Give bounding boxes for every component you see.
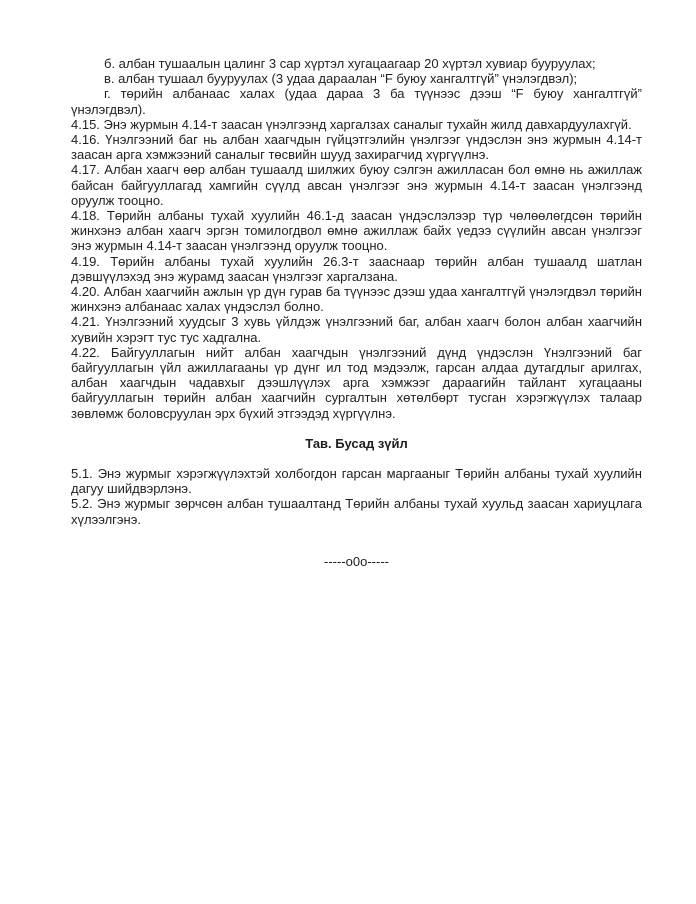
clause-4-16: 4.16. Үнэлгээний баг нь албан хаагчдын гүйцэтгэлийн үнэлгээг үндэслэн энэ журмын 4.14-т заасан арга хэмжээний саналыг төсвийн шууд захирагчид хүргүүлнэ. [71, 132, 642, 163]
clause-4-20: 4.20. Албан хаагчийн ажлын үр дүн гурав ба түүнээс дээш удаа хангалтгүй үнэлэгдвэл төрийн жинхэнэ албанаас халах үндэслэл болно. [71, 284, 642, 315]
document-body [71, 56, 642, 569]
clause-4-15: 4.15. Энэ журмын 4.14-т заасан үнэлгээнд харгалзах саналыг тухайн жилд давхардуулахгүй. [71, 116, 632, 132]
clause-4-17: 4.17. Албан хаагч өөр албан тушаалд шилжих буюу сэлгэн ажилласан бол өмнө нь ажиллаж байсан байгууллагад хамгийн сүүлд авсан үнэлгээг энэ журмын 4.14-т заасан үнэлгээнд оруулж тооцно. [71, 162, 642, 208]
clause-5-1: 5.1. Энэ журмыг хэрэгжүүлэхтэй холбогдон гарсан маргааныг Төрийн албаны тухай хуулийн дагуу шийдвэрлэнэ. [71, 466, 642, 497]
section-five-heading: Тав. Бусад зүйл [305, 435, 408, 451]
clause-4-22: 4.22. Байгууллагын нийт албан хаагчдын үнэлгээний дүнд үндэслэн Үнэлгээний баг байгууллагын үйл ажиллагааны үр дүнг ил тод мэдээлж, гарсан алдаа дутагдлыг арилгах, албан хаагчдын чадавхыг дээшлүүлэх арга хэмжээг дараагийн тайлант хугацааны байгууллагын төрийн албан хаагчийн сургалтын хөтөлбөрт тусган хэрэгжүүлэх талаар зөвлөмж боловсруулан эрх бүхий этгээдэд хүргүүлнэ. [71, 344, 642, 421]
clause-5-2: 5.2. Энэ журмыг зөрчсөн албан тушаалтанд Төрийн албаны тухай хуульд заасан хариуцлага хүлээлгэнэ. [71, 496, 642, 527]
subclause-b: б. албан тушаалын цалинг 3 сар хүртэл хугацаагаар 20 хүртэл хувиар бууруулах; [104, 56, 596, 71]
clause-4-18: 4.18. Төрийн албаны тухай хуулийн 46.1-д заасан үндэслэлээр түр чөлөөлөгдсөн төрийн жинхэнэ албан хаагч эргэн томилогдвол өмнө ажиллаж байх үедээ сүүлийн авсан үнэлгээг энэ журмын 4.14-т заасан үнэлгээнд оруулж тооцно. [71, 208, 642, 254]
subclause-v: в. албан тушаал бууруулах (3 удаа дараалан “F буюу хангалтгүй” үнэлэгдвэл); [104, 71, 578, 87]
clause-4-19: 4.19. Төрийн албаны тухай хуулийн 26.3-т зааснаар төрийн албан тушаалд шатлан дэвшүүлэхэд энэ журамд заасан үнэлгээг харгалзана. [71, 253, 642, 284]
subclause-g: г. төрийн албанаас халах (удаа дараа 3 ба түүнээс дээш “F буюу хангалтгүй” үнэлэгдвэл). [71, 86, 642, 117]
closing-mark: -----о0о----- [324, 553, 389, 569]
clause-4-21: 4.21. Үнэлгээний хуудсыг 3 хувь үйлдэж үнэлгээний баг, албан хаагч болон албан хаагчийн хувийн хэрэгт тус тус хадгална. [71, 314, 642, 345]
